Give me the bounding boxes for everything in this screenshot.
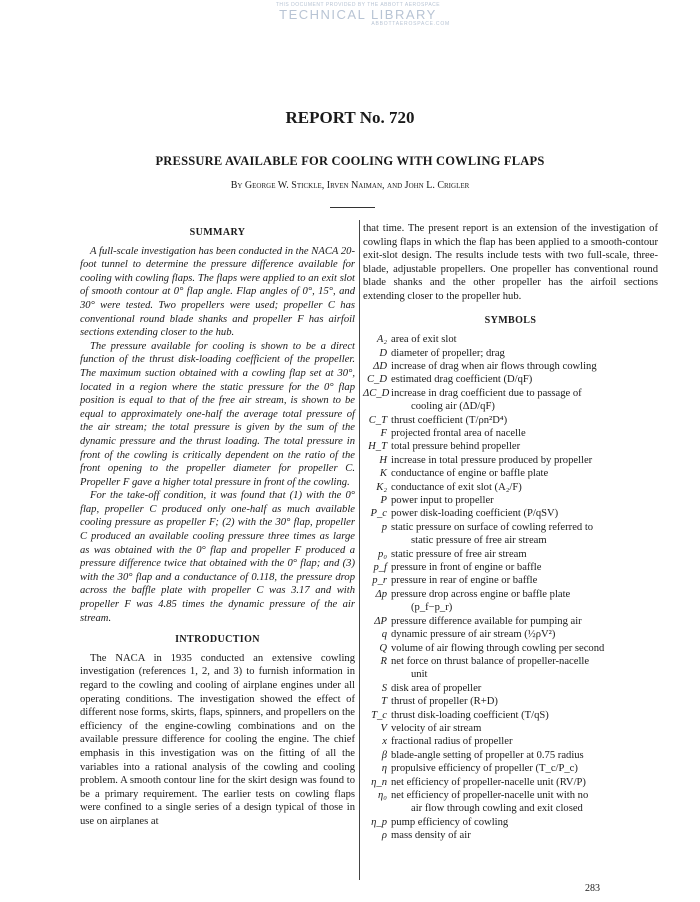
symbol-entry [363, 333, 658, 346]
symbol-definition [391, 427, 658, 440]
definition-text: propulsive efficiency of propeller (T_c/P_c) [391, 763, 578, 775]
definition-text: pump efficiency of cowling [391, 816, 509, 828]
summary-paragraph: The pressure available for cooling is shown to be a direct function of the thrust disk-loading coefficient of the propeller. The maximum suction obtained with a cowling flap set at 30°, located in a region where the static pressure for the 0° flap position is equal to that of the free air stream, is shown to be equal to approximately one-half the average total pressure of the air stream; the total pressure is given by the sum of the dynamic pressure and the thrust loading. The total pressure in front of the cowling is critically dependent on the ratio of the front opening to the propeller diameter for propeller C. Propeller F gave a higher total pressure in front of the cowling. [80, 340, 355, 488]
symbol-entry [363, 695, 658, 708]
symbol: P [380, 495, 387, 507]
paper-title: PRESSURE AVAILABLE FOR COOLING WITH COWLING FLAPS [155, 154, 545, 168]
introduction-paragraph: The NACA in 1935 conducted an extensive cowling investigation (references 1, 2, and 3) to furnish information in regard to the cowling and cooling of airplane engines under all operating conditions. The investigation showed the effect of different nose forms, skirts, flaps, spinners, and propellers on the efficiency of the engine-cowling combinations and on the available pressure difference for cooling the engine. The chief emphasis in this investigation was on the fitting of all the variables into a rational analysis of the cowling and cooling problem. A smooth contour line for the skirt design was found to be a primary requirement. The earlier tests on cowling flaps were confined to a single series of a design typical of those in use on airplanes at [80, 652, 355, 827]
definition-text: static pressure of free air stream [391, 548, 527, 560]
summary-paragraph: For the take-off condition, it was found that (1) with the 0° flap, propeller C produced only one-half as much available cooling pressure as propeller F; (2) with the 30° flap, propeller C produced an available cooling pressure three times as large as was obtained with the 0° flap and propeller F produced a pressure difference twice that obtained with the 0° flap; and (3) with the 30° flap and a conductance of 0.118, the pressure drop across the baffle plate with propeller C was 3.17 and with propeller F was 4.85 times the dynamic pressure of the air stream. [80, 490, 355, 624]
symbol-definition [391, 333, 658, 346]
page-number: 283 [585, 883, 600, 894]
title-rule [330, 207, 375, 208]
symbol: T [381, 696, 387, 708]
symbol-definition [391, 481, 658, 494]
symbol-definition [391, 762, 658, 775]
symbol-entry [363, 427, 658, 440]
symbol: η_n [371, 776, 387, 788]
byline: By George W. Stickle, Irven Naiman, and John L. Crigler [230, 180, 470, 191]
symbol: η_p [371, 816, 387, 828]
definition-text: increase in drag coefficient due to passage of [391, 387, 582, 399]
right-column [363, 222, 658, 843]
definition-text: pressure drop across engine or baffle plate [391, 588, 571, 600]
symbol-definition [391, 615, 658, 628]
symbol: q [381, 629, 387, 641]
symbol-entry [363, 722, 658, 735]
definition-text: velocity of air stream [391, 722, 482, 734]
definition-continuation: static pressure of free air stream [411, 535, 547, 547]
introduction-section [80, 652, 355, 829]
definition-continuation: unit [411, 669, 428, 681]
definition-text: projected frontal area of nacelle [391, 428, 526, 439]
symbol: η [381, 763, 387, 775]
definition-text: thrust coefficient (T/ρn²D⁴) [391, 414, 508, 426]
symbol-entry [363, 574, 658, 587]
symbol-entry [363, 347, 658, 360]
symbol: ρ [381, 830, 387, 842]
symbol-definition [391, 709, 658, 722]
symbol: x [382, 736, 387, 748]
symbol: H_T [368, 441, 387, 453]
symbol-entry [363, 387, 658, 414]
symbol: ΔP [374, 615, 387, 627]
definition-text: blade-angle setting of propeller at 0.75 radius [391, 749, 584, 761]
symbol-definition [391, 507, 658, 520]
definition-text: estimated drag coefficient (D/qF) [391, 374, 533, 386]
symbol: β [381, 749, 387, 761]
symbol-definition [391, 722, 658, 735]
definition-text: total pressure behind propeller [391, 441, 521, 453]
symbol: p₀ [378, 548, 387, 560]
symbol-entry [363, 642, 658, 655]
symbol-definition [391, 642, 658, 655]
definition-continuation: air flow through cowling and exit closed [411, 803, 583, 815]
symbol: A₂ [376, 334, 387, 346]
symbol-definition [391, 360, 658, 373]
symbol-definition [391, 574, 658, 587]
symbol: H [379, 454, 387, 466]
symbol-entry [363, 816, 658, 829]
definition-text: pressure difference available for pumping air [391, 615, 582, 627]
symbol-entry [363, 776, 658, 789]
introduction-heading: INTRODUCTION [175, 634, 260, 646]
definition-text: increase in total pressure produced by propeller [391, 454, 593, 466]
symbol-entry [363, 454, 658, 467]
symbol-entry [363, 735, 658, 748]
symbol-entry [363, 588, 658, 615]
definition-text: net force on thrust balance of propeller-nacelle [391, 655, 590, 667]
left-column [80, 222, 355, 829]
symbol-definition [391, 749, 658, 762]
definition-text: power disk-loading coefficient (P/qSV) [391, 508, 559, 520]
symbols-list [363, 333, 658, 842]
summary-heading: SUMMARY [189, 227, 246, 238]
watermark-top-line: THIS DOCUMENT PROVIDED BY THE ABBOTT AEROSPACE [275, 2, 441, 8]
definition-text: conductance of exit slot (A₂/F) [391, 481, 522, 493]
symbol: ΔD [373, 360, 387, 372]
symbol-entry [363, 507, 658, 520]
symbol-entry [363, 829, 658, 842]
symbol-entry [363, 561, 658, 574]
watermark-url: ABBOTTAEROSPACE.COM [371, 21, 450, 27]
definition-text: mass density of air [391, 830, 471, 842]
symbol-entry [363, 615, 658, 628]
symbol-definition [391, 655, 658, 682]
symbol-definition [391, 467, 658, 480]
symbol-definition [391, 347, 658, 360]
definition-text: dynamic pressure of air stream (½ρV²) [391, 629, 556, 641]
symbol-entry [363, 521, 658, 548]
symbol: S [381, 682, 387, 694]
symbol: V [380, 722, 387, 734]
symbol-entry [363, 360, 658, 373]
symbol-definition [391, 440, 658, 453]
symbol-definition [391, 628, 658, 641]
symbol-entry [363, 709, 658, 722]
definition-text: net efficiency of propeller-nacelle unit with no [391, 789, 589, 801]
symbol-entry [363, 373, 658, 386]
symbol-entry [363, 494, 658, 507]
definition-text: pressure in rear of engine or baffle [391, 575, 538, 587]
symbol-entry [363, 440, 658, 453]
symbol-definition [391, 776, 658, 789]
symbol-definition [391, 548, 658, 561]
symbol-entry [363, 548, 658, 561]
definition-text: static pressure on surface of cowling referred to [391, 521, 594, 533]
symbols-heading: SYMBOLS [484, 314, 537, 326]
symbol-definition [391, 829, 658, 842]
definition-text: volume of air flowing through cowling per second [391, 642, 605, 654]
symbol-definition [391, 789, 658, 816]
symbol: K₂ [376, 481, 387, 493]
symbol-definition [391, 588, 658, 615]
definition-text: increase of drag when air flows through cowling [391, 360, 597, 372]
definition-text: diameter of propeller; drag [391, 347, 505, 359]
symbol: C_T [368, 414, 387, 426]
definition-text: thrust of propeller (R+D) [391, 696, 498, 708]
symbol-definition [391, 735, 658, 748]
symbol: p_f [373, 562, 387, 574]
symbol-entry [363, 749, 658, 762]
symbol-entry [363, 481, 658, 494]
symbol: R [380, 655, 387, 667]
summary-section [80, 245, 355, 626]
symbol: F [380, 428, 387, 439]
definition-continuation: cooling air (ΔD/qF) [411, 401, 495, 413]
symbol-entry [363, 682, 658, 695]
symbol: Q [379, 642, 387, 654]
symbol-definition [391, 521, 658, 548]
definition-text: fractional radius of propeller [391, 736, 513, 748]
report-number: REPORT No. 720 [285, 108, 415, 127]
definition-text: pressure in front of engine or baffle [391, 562, 542, 574]
symbol: T_c [371, 709, 387, 721]
symbol-definition [391, 561, 658, 574]
symbol: D [379, 347, 387, 359]
symbol-definition [391, 387, 658, 414]
symbol-entry [363, 414, 658, 427]
definition-text: conductance of engine or baffle plate [391, 468, 549, 480]
symbol: C_D [366, 374, 387, 386]
symbol-definition [391, 494, 658, 507]
symbol: P_c [370, 508, 387, 520]
symbol: ΔC_D [363, 387, 390, 399]
symbol-entry [363, 762, 658, 775]
symbol-definition [391, 373, 658, 386]
symbol: p_r [372, 575, 387, 587]
symbol-entry [363, 789, 658, 816]
summary-paragraph: A full-scale investigation has been conducted in the NACA 20-foot tunnel to determine the pressure difference available for cooling with cowling flaps. The flaps were applied to an exit slot of smooth contour at 0° flap angle. Flap angles of 0°, 15°, and 30° were tested. Two propellers were used; propeller C has conventional round blade shanks and propeller F has airfoil sections extending closer to the hub. [80, 245, 355, 339]
watermark-main: TECHNICAL LIBRARY [279, 7, 437, 22]
symbol-entry [363, 655, 658, 682]
symbol-definition [391, 682, 658, 695]
symbol-entry [363, 628, 658, 641]
definition-text: net efficiency of propeller-nacelle unit (RV/P) [391, 776, 586, 788]
symbol-definition [391, 414, 658, 427]
symbol-definition [391, 816, 658, 829]
symbol-definition [391, 454, 658, 467]
definition-text: power input to propeller [391, 495, 494, 507]
column-divider [359, 220, 360, 880]
symbol: Δp [375, 588, 387, 600]
introduction-paragraph-continued: that time. The present report is an extension of the investigation of cowling flaps in which the flap has been applied to a smooth-contour exit-slot design. The results include tests with two full-scale, three-blade, adjustable propellers. One propeller has conventional round blade shanks and the other propeller has the airfoil sections extending closer to the propeller hub. [363, 223, 658, 302]
symbol: K [379, 468, 387, 480]
watermark [248, 2, 468, 27]
definition-continuation: (p_f−p_r) [411, 602, 453, 614]
definition-text: area of exit slot [391, 334, 457, 346]
symbol-entry [363, 467, 658, 480]
definition-text: thrust disk-loading coefficient (T/qS) [391, 709, 549, 721]
definition-text: disk area of propeller [391, 682, 482, 694]
symbol: η₀ [378, 789, 387, 801]
symbol-definition [391, 695, 658, 708]
symbol: p [381, 521, 387, 533]
